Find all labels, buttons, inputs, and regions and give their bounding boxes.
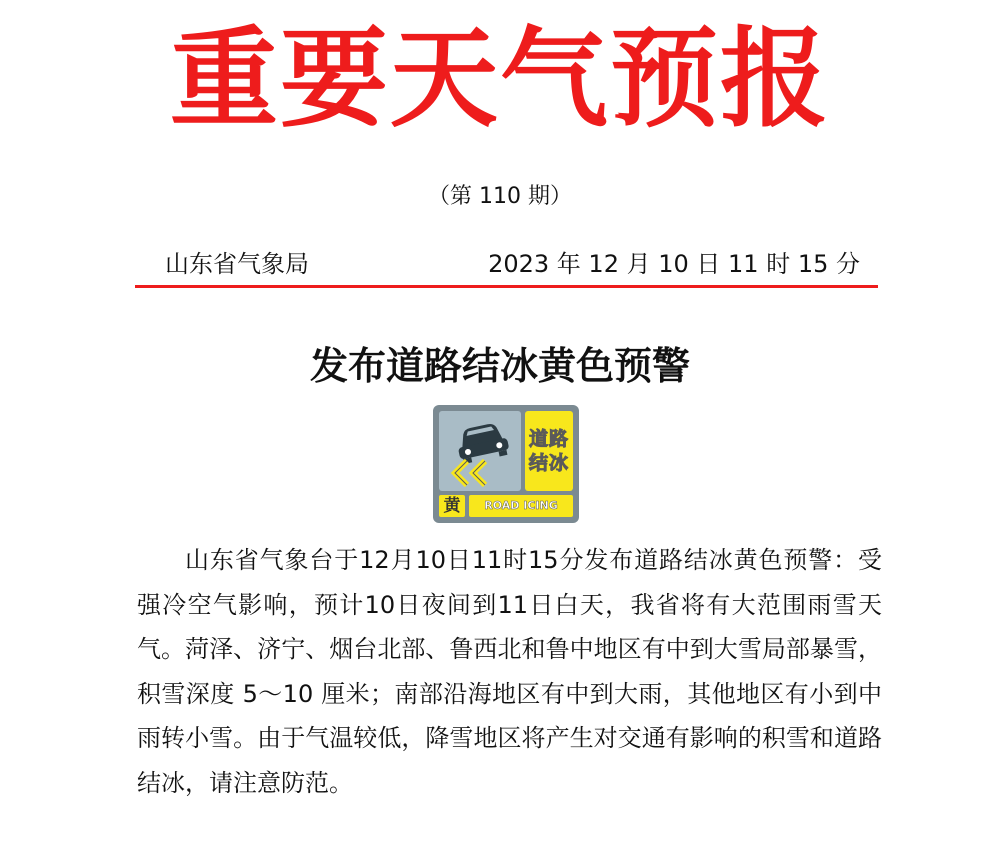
header-divider xyxy=(135,285,878,288)
notice-title: 发布道路结冰黄色预警 xyxy=(309,343,690,388)
warning-level-label: 黄 xyxy=(439,495,465,517)
sign-text-line2: 结冰 xyxy=(528,452,569,474)
notice-body xyxy=(137,538,882,805)
sign-english-label: ROAD ICING xyxy=(469,495,573,517)
issue-time: 2023 年 12 月 10 日 11 时 15 分 xyxy=(488,250,860,278)
road-icing-warning-sign xyxy=(433,405,579,523)
issuer-name: 山东省气象局 xyxy=(165,250,309,278)
issue-number: （第 110 期） xyxy=(428,184,572,209)
notice-paragraph: 山东省气象台于12月10日11时15分发布道路结冰黄色预警：受强冷空气影响，预计10日夜间到11日白天，我省将有大范围雨雪天气。菏泽、济宁、烟台北部、鲁西北和鲁中地区有中到大雪局部暴雪，积雪深度 5～10 厘米；南部沿海地区有中到大雨，其他地区有小到中雨转小雪。由于气温较低，降雪地区将产生对交通有影响的积雪和道路结冰，请注意防范。 xyxy=(137,546,882,797)
sign-text-line1: 道路 xyxy=(528,428,569,450)
masthead-title: 重要天气预报 xyxy=(169,16,830,142)
sign-text-box xyxy=(525,411,573,491)
skidding-car-icon xyxy=(439,411,521,491)
